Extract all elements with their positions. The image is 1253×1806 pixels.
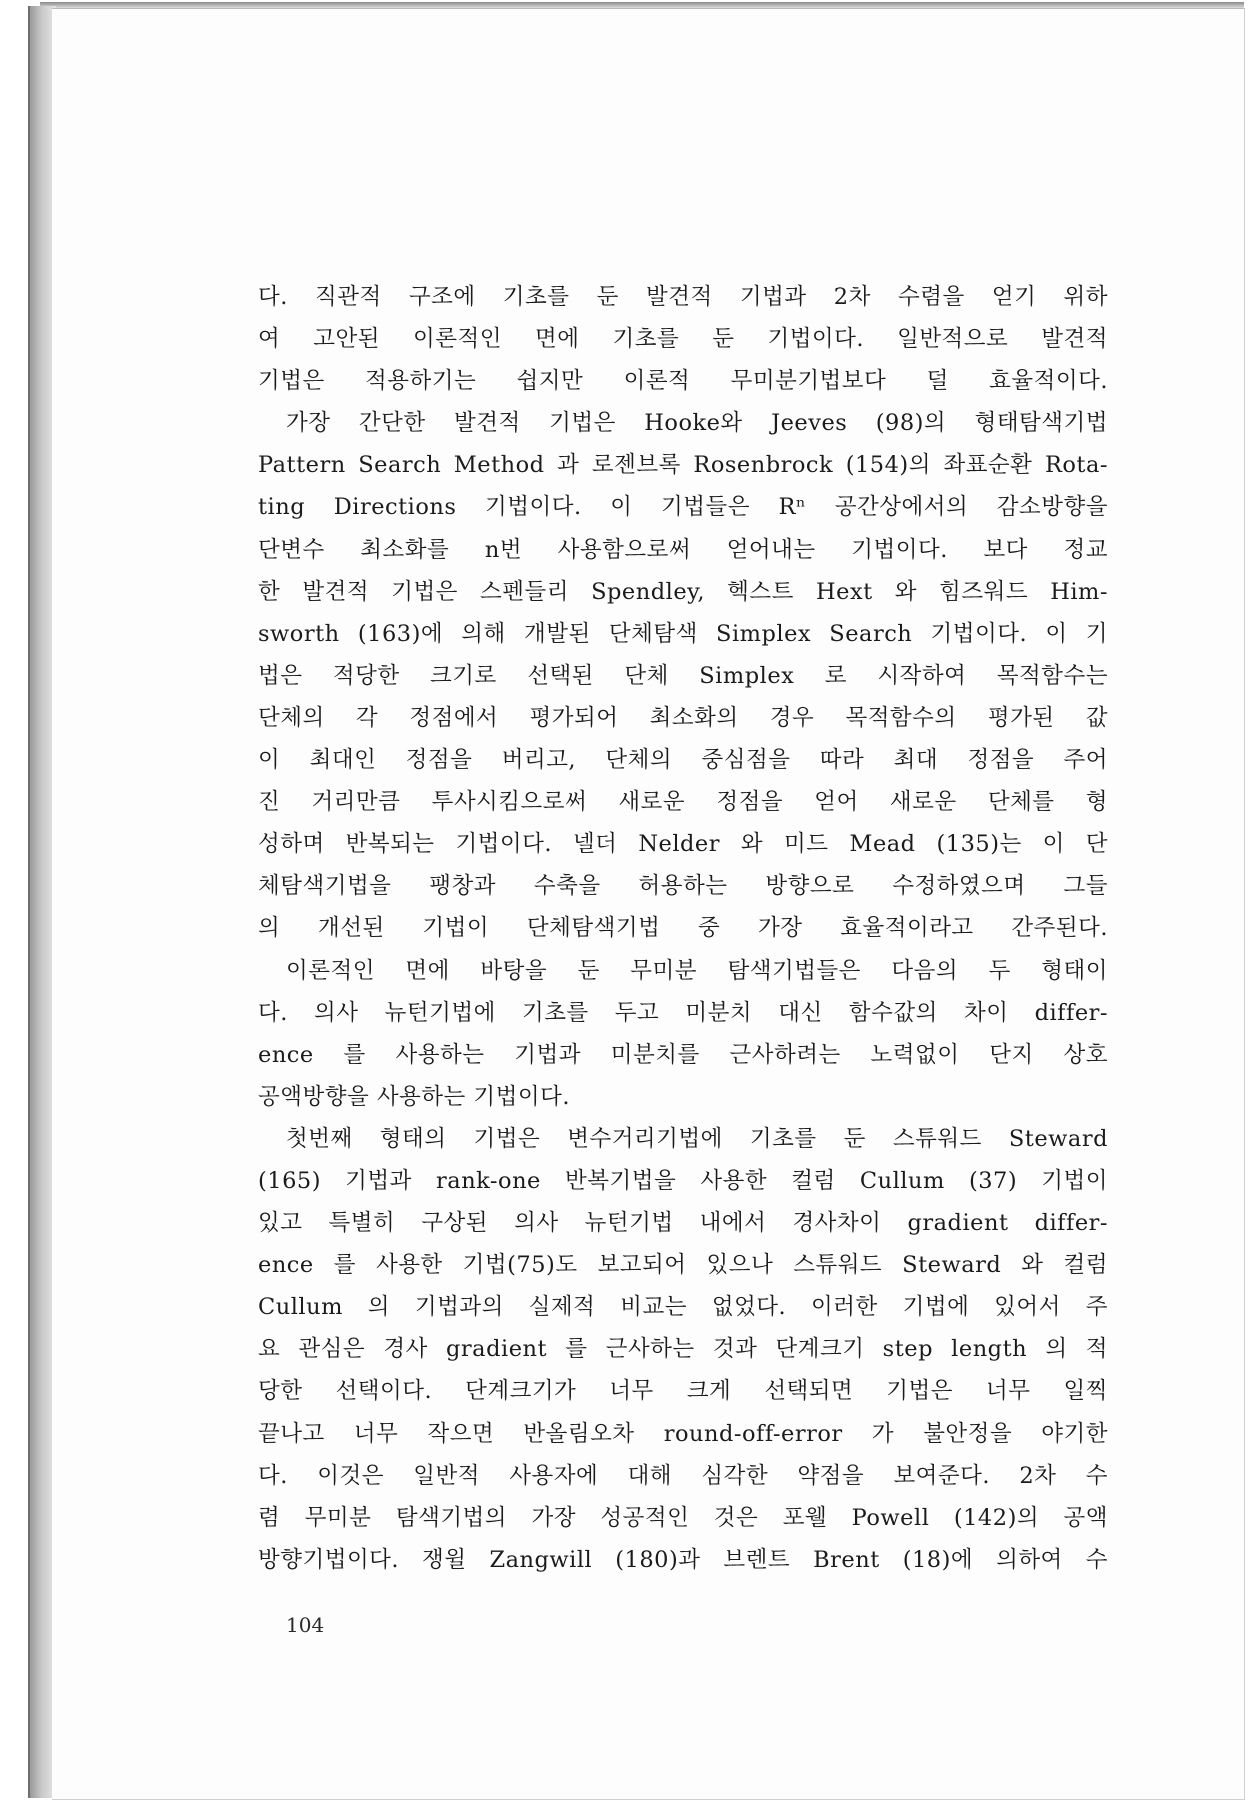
text-line: 여 고안된 이론적인 면에 기초를 둔 기법이다. 일반적으로 발견적 (258, 326, 1108, 353)
text-line: 진 거리만큼 투사시킴으로써 새로운 정점을 얻어 새로운 단체를 형 (258, 789, 1108, 816)
text-line: 렴 무미분 탐색기법의 가장 성공적인 것은 포웰 Powell (142)의 공액 (258, 1504, 1108, 1531)
text-line: 단체의 각 정점에서 평가되어 최소화의 경우 목적함수의 평가된 값 (258, 704, 1108, 731)
text-line: ence 를 사용하는 기법과 미분치를 근사하려는 노력없이 단지 상호 (258, 1041, 1108, 1068)
text-line: 기법은 적용하기는 쉽지만 이론적 무미분기법보다 덜 효율적이다. (258, 368, 1108, 395)
text-line: 다. 직관적 구조에 기초를 둔 발견적 기법과 2차 수렴을 얻기 위하 (258, 284, 1108, 310)
text-line: 당한 선택이다. 단계크기가 너무 크게 선택되면 기법은 너무 일찍 (258, 1378, 1108, 1405)
text-line: 다. 의사 뉴턴기법에 기초를 두고 미분치 대신 함수값의 차이 differ- (258, 999, 1108, 1026)
text-line: 방향기법이다. 쟁윌 Zangwill (180)과 브렌트 Brent (18)에 의하여 수 (258, 1546, 1108, 1573)
text-line: sworth (163)에 의해 개발된 단체탐색 Simplex Search 기법이다. 이 기 (258, 620, 1108, 647)
text-line: 의 개선된 기법이 단체탐색기법 중 가장 효율적이라고 간주된다. (258, 915, 1108, 942)
text-line: 이론적인 면에 바탕을 둔 무미분 탐색기법들은 다음의 두 형태이 (286, 957, 1108, 984)
text-line: ence 를 사용한 기법(75)도 보고되어 있으나 스튜워드 Steward 와 컬럼 (258, 1252, 1108, 1279)
text-line: 단변수 최소화를 n번 사용함으로써 얻어내는 기법이다. 보다 정교 (258, 536, 1108, 563)
text-line: Cullum 의 기법과의 실제적 비교는 없었다. 이러한 기법에 있어서 주 (258, 1294, 1108, 1321)
text-line: 요 관심은 경사 gradient 를 근사하는 것과 단계크기 step length 의 적 (258, 1336, 1108, 1363)
text-line: 공액방향을 사용하는 기법이다. (258, 1083, 571, 1110)
text-line: 있고 특별히 구상된 의사 뉴턴기법 내에서 경사차이 gradient differ- (258, 1210, 1108, 1237)
text-line: 한 발견적 기법은 스펜들리 Spendley, 헥스트 Hext 와 힘즈워드 Him- (258, 578, 1108, 605)
text-line: Pattern Search Method 과 로젠브록 Rosenbrock (154)의 좌표순환 Rota- (258, 452, 1108, 479)
text-line: 법은 적당한 크기로 선택된 단체 Simplex 로 시작하여 목적함수는 (258, 662, 1108, 689)
text-line: 첫번째 형태의 기법은 변수거리기법에 기초를 둔 스튜워드 Steward (286, 1125, 1108, 1152)
text-line: ting Directions 기법이다. 이 기법들은 Rⁿ 공간상에서의 감소방향을 (258, 494, 1108, 521)
page-number: 104 (286, 1613, 325, 1637)
text-line: 이 최대인 정점을 버리고, 단체의 중심점을 따라 최대 정점을 주어 (258, 747, 1108, 774)
text-line: 다. 이것은 일반적 사용자에 대해 심각한 약점을 보여준다. 2차 수 (258, 1462, 1108, 1489)
text-line: 체탐색기법을 팽창과 수축을 허용하는 방향으로 수정하였으며 그들 (258, 873, 1108, 900)
text-line: (165) 기법과 rank-one 반복기법을 사용한 컬럼 Cullum (37) 기법이 (258, 1167, 1108, 1194)
body-text (258, 276, 1108, 1581)
text-line: 가장 간단한 발견적 기법은 Hooke와 Jeeves (98)의 형태탐색기법 (286, 410, 1108, 437)
text-line: 성하며 반복되는 기법이다. 넬더 Nelder 와 미드 Mead (135)는 이 단 (258, 831, 1108, 858)
text-line: 끝나고 너무 작으면 반올림오차 round-off-error 가 불안정을 야기한 (258, 1420, 1108, 1447)
